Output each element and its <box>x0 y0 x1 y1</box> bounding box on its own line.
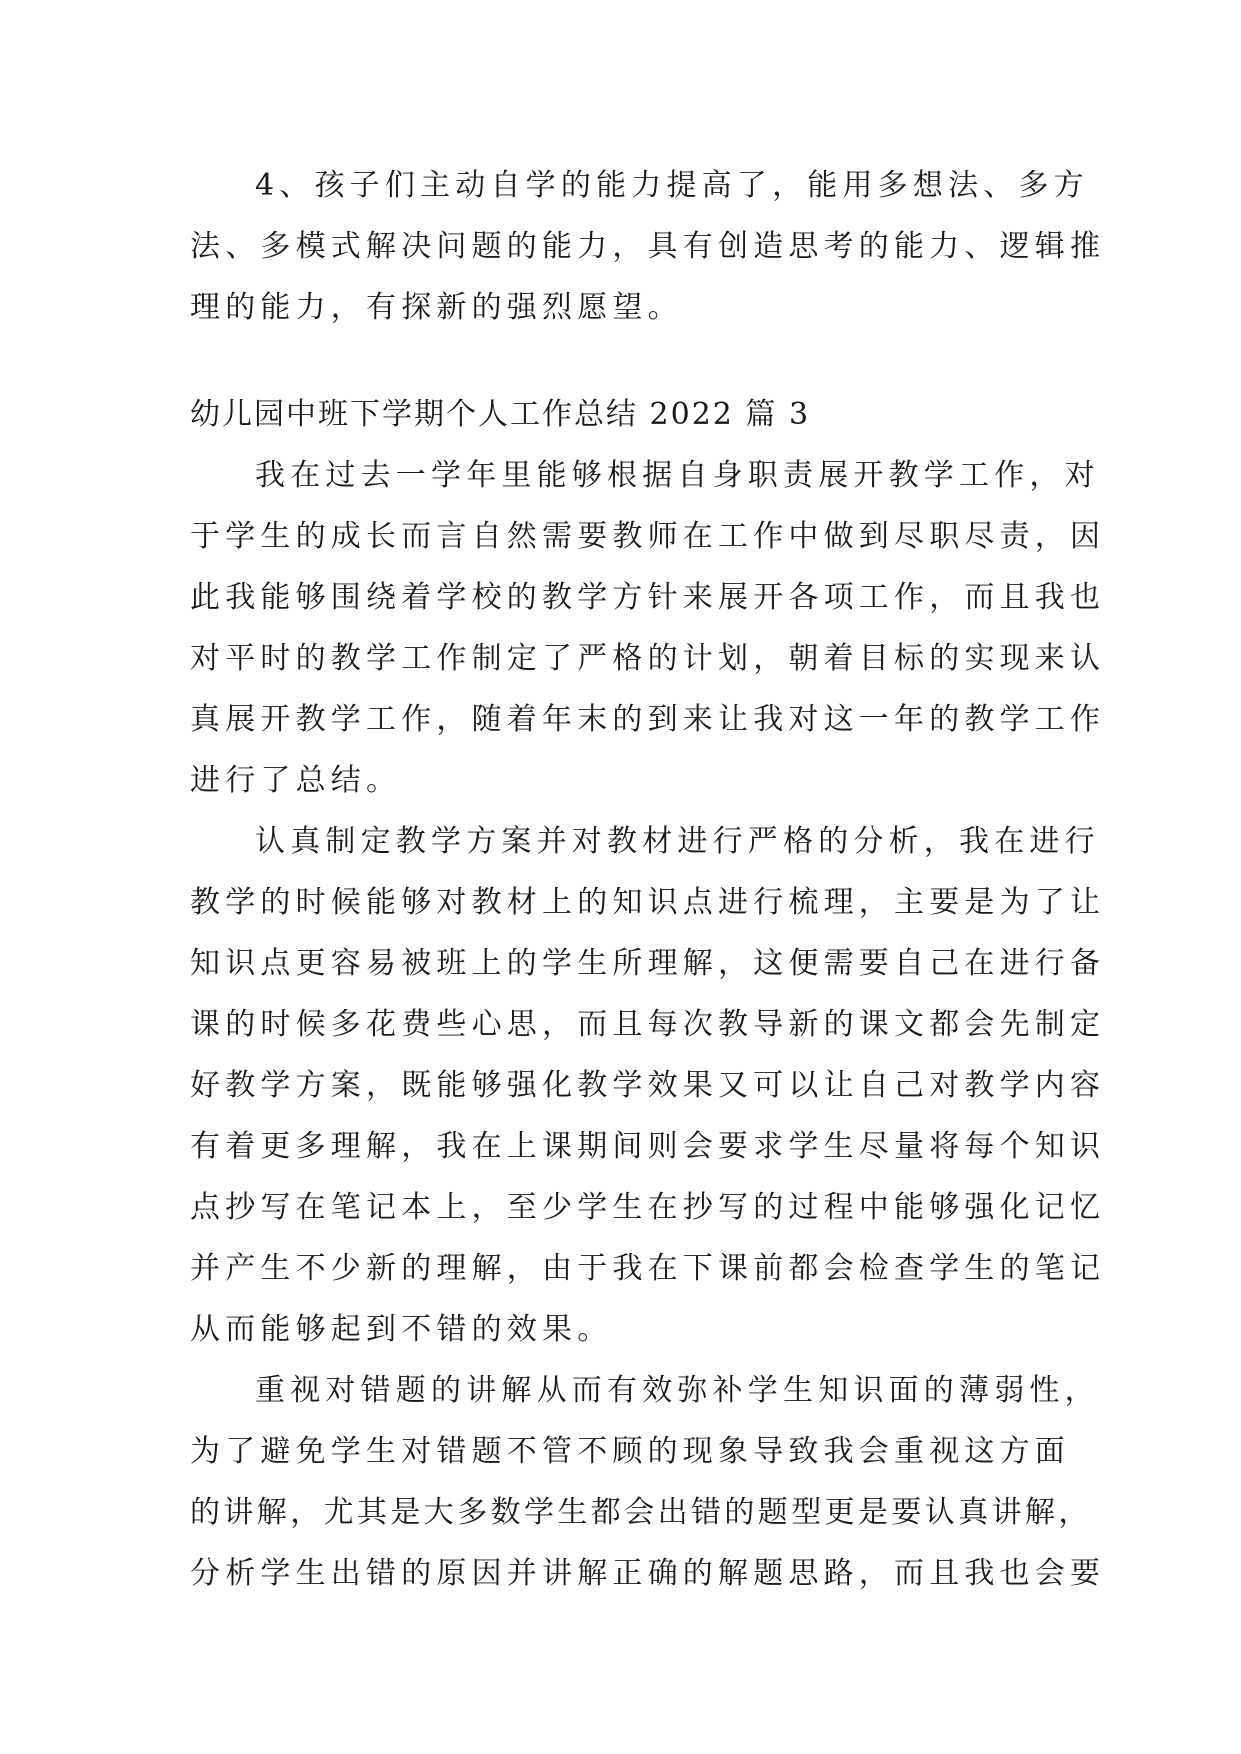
paragraph-line: 知识点更容易被班上的学生所理解，这便需要自己在进行备 <box>190 946 1106 981</box>
paragraph-line: 并产生不少新的理解，由于我在下课前都会检查学生的笔记 <box>190 1251 1106 1286</box>
section-heading: 幼儿园中班下学期个人工作总结 2022 篇 3 <box>190 397 811 432</box>
paragraph-line: 于学生的成长而言自然需要教师在工作中做到尽职尽责，因 <box>190 519 1106 554</box>
paragraph-line: 真展开教学工作，随着年末的到来让我对这一年的教学工作 <box>190 702 1106 737</box>
paragraph-line: 的讲解，尤其是大多数学生都会出错的题型更是要认真讲解， <box>190 1495 1092 1530</box>
paragraph-line: 有着更多理解，我在上课期间则会要求学生尽量将每个知识 <box>190 1129 1106 1164</box>
paragraph-line: 点抄写在笔记本上，至少学生在抄写的过程中能够强化记忆 <box>190 1190 1106 1225</box>
paragraph-line: 重视对错题的讲解从而有效弥补学生知识面的薄弱性， <box>255 1373 1100 1408</box>
paragraph-line: 认真制定教学方案并对教材进行严格的分析，我在进行 <box>255 824 1100 859</box>
paragraph-line: 法、多模式解决问题的能力，具有创造思考的能力、逻辑推 <box>190 229 1106 264</box>
paragraph-line: 此我能够围绕着学校的教学方针来展开各项工作，而且我也 <box>190 580 1106 615</box>
paragraph-line: 我在过去一学年里能够根据自身职责展开教学工作，对 <box>255 458 1100 493</box>
paragraph-line: 教学的时候能够对教材上的知识点进行梳理，主要是为了让 <box>190 885 1106 920</box>
paragraph-line: 对平时的教学工作制定了严格的计划，朝着目标的实现来认 <box>190 641 1106 676</box>
paragraph-line: 进行了总结。 <box>190 763 402 798</box>
paragraph-line: 理的能力，有探新的强烈愿望。 <box>190 290 683 325</box>
paragraph-line: 4、孩子们主动自学的能力提高了，能用多想法、多方 <box>255 168 1089 203</box>
paragraph-line: 好教学方案，既能够强化教学效果又可以让自己对教学内容 <box>190 1068 1106 1103</box>
paragraph-line: 从而能够起到不错的效果。 <box>190 1312 613 1347</box>
paragraph-line: 课的时候多花费些心思，而且每次教导新的课文都会先制定 <box>190 1007 1106 1042</box>
paragraph-line: 为了避免学生对错题不管不顾的现象导致我会重视这方面 <box>190 1434 1070 1469</box>
paragraph-line: 分析学生出错的原因并讲解正确的解题思路，而且我也会要 <box>190 1556 1106 1591</box>
